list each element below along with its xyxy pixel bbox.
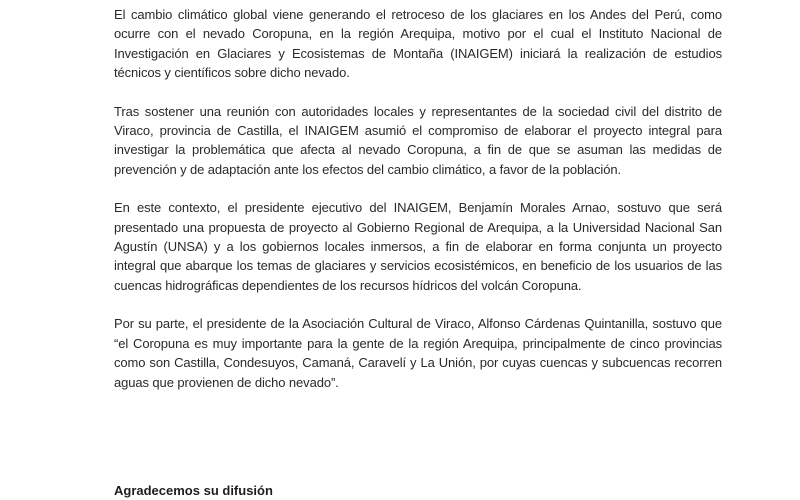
paragraph-glacier-retreat: El cambio climático global viene generando el retroceso de los glaciares en los Andes del Perú, como ocurre con el nevado Coropuna, en la región Arequipa, motivo por el cual el Instituto Nacional de Investigación en Glaciares y Ecosistemas de Montaña (INAIGEM) iniciará la realización de estudios técnicos y científicos sobre dicho nevado.: [114, 7, 722, 81]
paragraph-inaigem-president: En este contexto, el presidente ejecutivo del INAIGEM, Benjamín Morales Arnao, sostuvo que será presentado una propuesta de proyecto al Gobierno Regional de Arequipa, a la Universidad Nacional San Agustín (UNSA) y a los gobiernos locales inmersos, a fin de elaborar en forma conjunta un proyecto integral que abarque los temas de glaciares y servicios ecosistémicos, en beneficio de los usuarios de las cuencas hidrográficas dependientes de los recursos hídricos del volcán Coropuna.: [114, 200, 722, 293]
paragraph-viraco-association: Por su parte, el presidente de la Asociación Cultural de Viraco, Alfonso Cárdenas Quintanilla, sostuvo que “el Coropuna es muy importante para la gente de la región Arequipa, principalmente de cinco provincias como son Castilla, Condesuyos, Camaná, Caravelí y La Unión, por cuyas cuencas y subcuencas recorren aguas que provienen de dicho nevado”.: [114, 316, 722, 390]
closing-note: Agradecemos su difusión: [114, 483, 273, 498]
paragraph-viraco-meeting: Tras sostener una reunión con autoridades locales y representantes de la sociedad civil del distrito de Viraco, provincia de Castilla, el INAIGEM asumió el compromiso de elaborar el proyecto integral para investigar la problemática que afecta al nevado Coropuna, a fin de que se asuman las medidas de prevención y de adaptación ante los efectos del cambio climático, a favor de la población.: [114, 103, 722, 177]
document-body: [114, 5, 722, 411]
